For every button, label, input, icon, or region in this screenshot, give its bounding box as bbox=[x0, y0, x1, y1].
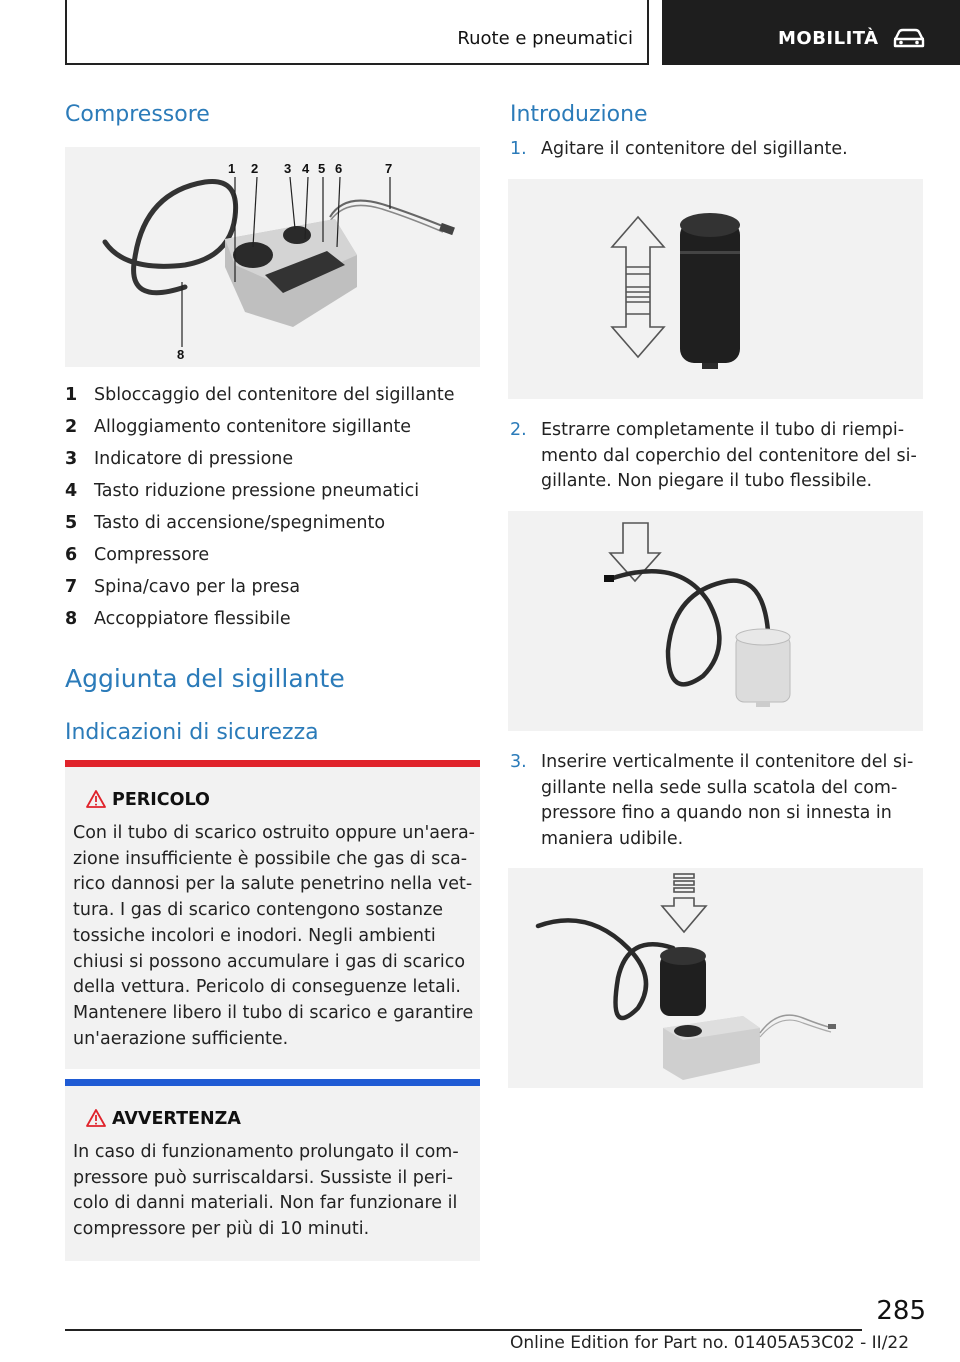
legend-number: 6 bbox=[65, 545, 78, 565]
legend-text: Indicatore di pressione bbox=[94, 449, 294, 469]
warning-line: compressore per più di 10 minuti. bbox=[73, 1219, 370, 1240]
legend-number: 8 bbox=[65, 609, 78, 629]
danger-title: PERICOLO bbox=[112, 790, 210, 810]
danger-line: rico dannosi per la salute penetrino nella vet- bbox=[73, 874, 473, 895]
warning-triangle-icon bbox=[86, 790, 106, 808]
step-line: Agitare il contenitore del sigillante. bbox=[541, 139, 848, 159]
danger-line: zione insufficiente è possibile che gas di sca- bbox=[73, 848, 468, 869]
warning-triangle-icon bbox=[86, 1109, 106, 1127]
figure-label-6: 6 bbox=[335, 161, 343, 176]
warning-title: AVVERTENZA bbox=[112, 1109, 241, 1129]
header-chapter-title: MOBILITÀ bbox=[778, 28, 879, 49]
footer-rule bbox=[65, 1329, 862, 1331]
legend-text: Tasto di accensione/spegnimento bbox=[94, 513, 386, 533]
step-number: 1. bbox=[510, 139, 527, 159]
step-2 bbox=[510, 418, 925, 495]
danger-text bbox=[73, 821, 477, 1052]
danger-line: Mantenere libero il tubo di scarico e garantire bbox=[73, 1002, 474, 1023]
legend-text: Compressore bbox=[94, 545, 210, 565]
figure-label-8: 8 bbox=[177, 347, 185, 362]
step-line: maniera udibile. bbox=[541, 829, 684, 850]
legend-text: Sbloccaggio del contenitore del sigillante bbox=[94, 385, 455, 405]
legend-item bbox=[65, 571, 480, 603]
danger-line: tura. I gas di scarico contengono sostanze bbox=[73, 900, 444, 921]
danger-box bbox=[65, 760, 480, 1069]
figure-label-3: 3 bbox=[284, 161, 292, 176]
legend-text: Tasto riduzione pressione pneumatici bbox=[94, 481, 420, 501]
footer-edition: Online Edition for Part no. 01405A53C02 - II/22 bbox=[510, 1333, 910, 1353]
car-icon bbox=[892, 26, 926, 50]
figure-label-7: 7 bbox=[385, 161, 393, 176]
legend-number: 5 bbox=[65, 513, 78, 533]
warning-line: colo di danni materiali. Non far funzionare il bbox=[73, 1193, 458, 1214]
danger-bar bbox=[65, 760, 480, 767]
legend-number: 3 bbox=[65, 449, 78, 469]
legend-number: 7 bbox=[65, 577, 78, 597]
insert-container-figure bbox=[508, 868, 923, 1088]
legend-text: Accoppiatore flessibile bbox=[94, 609, 291, 629]
page-number: 285 bbox=[876, 1296, 926, 1326]
shake-container-figure bbox=[508, 179, 923, 399]
warning-line: pressore può surriscaldarsi. Sussiste il peri- bbox=[73, 1167, 453, 1188]
legend-item bbox=[65, 379, 480, 411]
figure-label-2: 2 bbox=[251, 161, 259, 176]
header-section-box bbox=[65, 0, 649, 65]
danger-line: Con il tubo di scarico ostruito oppure un'aera- bbox=[73, 823, 475, 843]
danger-line: della vettura. Pericolo di conseguenze letali. bbox=[73, 977, 461, 998]
warning-bar bbox=[65, 1079, 480, 1086]
legend-number: 2 bbox=[65, 417, 78, 437]
step-line: pressore fino a quando non si innesta in bbox=[541, 803, 892, 824]
section-heading: Aggiunta del sigillante bbox=[65, 664, 345, 693]
header-section-title: Ruote e pneumatici bbox=[457, 28, 633, 49]
warning-text bbox=[73, 1140, 477, 1243]
danger-line: tossiche incolori e inodori. Negli ambienti bbox=[73, 925, 436, 946]
legend-item bbox=[65, 443, 480, 475]
step-line: Estrarre completamente il tubo di riempi- bbox=[541, 420, 905, 440]
legend-text: Alloggiamento contenitore sigillante bbox=[94, 417, 412, 437]
step-number: 3. bbox=[510, 752, 527, 772]
danger-line: chiusi si possono accumulare i gas di scarico bbox=[73, 951, 466, 972]
figure-label-5: 5 bbox=[318, 161, 326, 176]
step-line: gillante. Non piegare il tubo flessibile. bbox=[541, 471, 873, 492]
compressor-figure bbox=[65, 147, 480, 367]
step-number: 2. bbox=[510, 420, 527, 440]
safety-heading: Indicazioni di sicurezza bbox=[65, 720, 319, 745]
legend-text: Spina/cavo per la presa bbox=[94, 577, 301, 597]
header-chapter-tab bbox=[662, 0, 960, 65]
legend-number: 4 bbox=[65, 481, 78, 501]
step-line: gillante nella sede sulla scatola del com- bbox=[541, 777, 898, 798]
warning-box bbox=[65, 1079, 480, 1261]
warning-line: In caso di funzionamento prolungato il com- bbox=[73, 1142, 459, 1162]
legend-item bbox=[65, 411, 480, 443]
danger-line: un'aerazione sufficiente. bbox=[73, 1028, 289, 1049]
legend-item bbox=[65, 475, 480, 507]
step-line: Inserire verticalmente il contenitore del si- bbox=[541, 752, 914, 772]
figure-label-1: 1 bbox=[228, 161, 236, 176]
step-3 bbox=[510, 750, 925, 853]
step-line: mento dal coperchio del contenitore del si- bbox=[541, 445, 917, 466]
step-1 bbox=[510, 137, 925, 163]
legend-item bbox=[65, 507, 480, 539]
figure-legend bbox=[65, 379, 480, 635]
legend-item bbox=[65, 603, 480, 635]
intro-heading: Introduzione bbox=[510, 102, 648, 127]
figure-label-4: 4 bbox=[302, 161, 310, 176]
extract-hose-figure bbox=[508, 511, 923, 731]
legend-item bbox=[65, 539, 480, 571]
compressor-heading: Compressore bbox=[65, 102, 210, 127]
legend-number: 1 bbox=[65, 385, 78, 405]
